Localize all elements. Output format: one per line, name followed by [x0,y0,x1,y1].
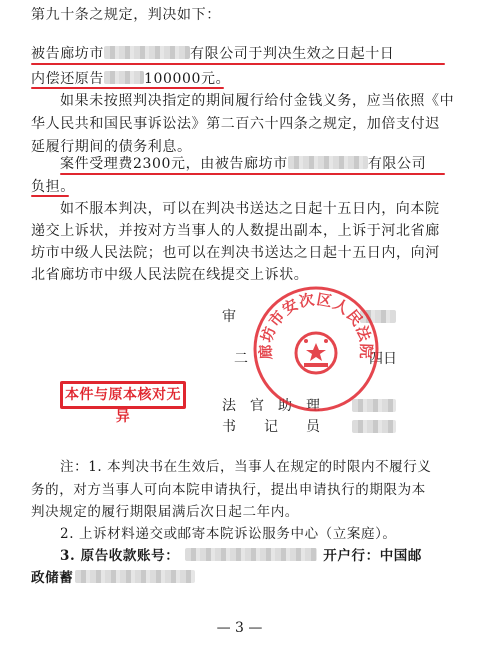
verification-stamp: 本件与原本核对无异 [60,381,186,409]
national-emblem-icon [296,333,336,373]
text-line: 第九十条之规定，判决如下： [31,7,221,23]
date-suffix: 四日 [369,351,397,367]
text-fragment: 被告廊坊市 [31,46,104,62]
text-line: 负担。 [31,179,75,195]
text-line [60,155,426,173]
text-line [31,70,230,88]
note-line [60,547,422,565]
assistant-label: 法官助理 [222,398,334,414]
page-number: — 3 — [216,620,263,636]
judge-label: 审 [222,309,236,325]
redacted-block [104,71,144,84]
court-seal [249,283,383,415]
red-underline [31,195,69,197]
text-fragment: 100000元。 [144,71,231,87]
redacted-block [75,570,195,583]
text-fragment: 内偿还原告 [31,71,104,87]
redacted-block [288,156,368,169]
text-line: 延履行期间的债务利息。 [31,139,192,155]
text-fragment: 有限公司于判决生效之日起十日 [190,46,395,62]
text-fragment: 有限公司 [367,156,427,172]
red-underline [31,87,224,89]
redacted-block [185,548,317,561]
clerk-label: 书记员 [222,419,348,435]
note-line: 判决规定的履行期限届满后次日起二年内。 [31,504,299,520]
note-line: 2. 上诉材料递交或邮寄本院诉讼服务中心（立案庭）。 [60,526,397,542]
date-prefix: 二 [234,351,248,367]
text-fragment: 政储蓄 [31,570,74,586]
note-line [31,569,195,587]
note-line: 注：1. 本判决书在生效后，当事人在规定的时限内不履行义 [60,459,432,475]
red-underline [31,63,445,65]
note-line: 务的，对方当事人可向本院申请执行，提出申请执行的期限为本 [31,482,426,498]
text-line: 如不服本判决，可以在判决书送达之日起十五日内，向本院 [60,201,440,217]
text-fragment: 开户行：中国邮 [323,548,422,564]
redacted-block [352,420,396,433]
text-line: 如果未按照判决指定的期间履行给付金钱义务，应当依照《中 [60,93,455,109]
redacted-block [104,46,190,59]
text-line: 坊市中级人民法院；也可以在判决书送达之日起十五日内，向河 [31,245,440,261]
text-line: 递交上诉状，并按对方当事人的人数提出副本，上诉于河北省廊 [31,223,440,239]
red-underline [60,173,445,175]
text-line: 华人民共和国民事诉讼法》第二百六十四条之规定，加倍支付迟 [31,116,440,132]
text-line [31,45,394,63]
text-fragment: 3. 原告收款账号： [60,548,180,564]
svg-text:廊坊市安次区人民法院: 廊坊市安次区人民法院 [256,290,376,360]
text-fragment: 案件受理费2300元，由被告廊坊市 [60,156,288,172]
text-line: 北省廊坊市中级人民法院在线提交上诉状。 [31,267,309,283]
